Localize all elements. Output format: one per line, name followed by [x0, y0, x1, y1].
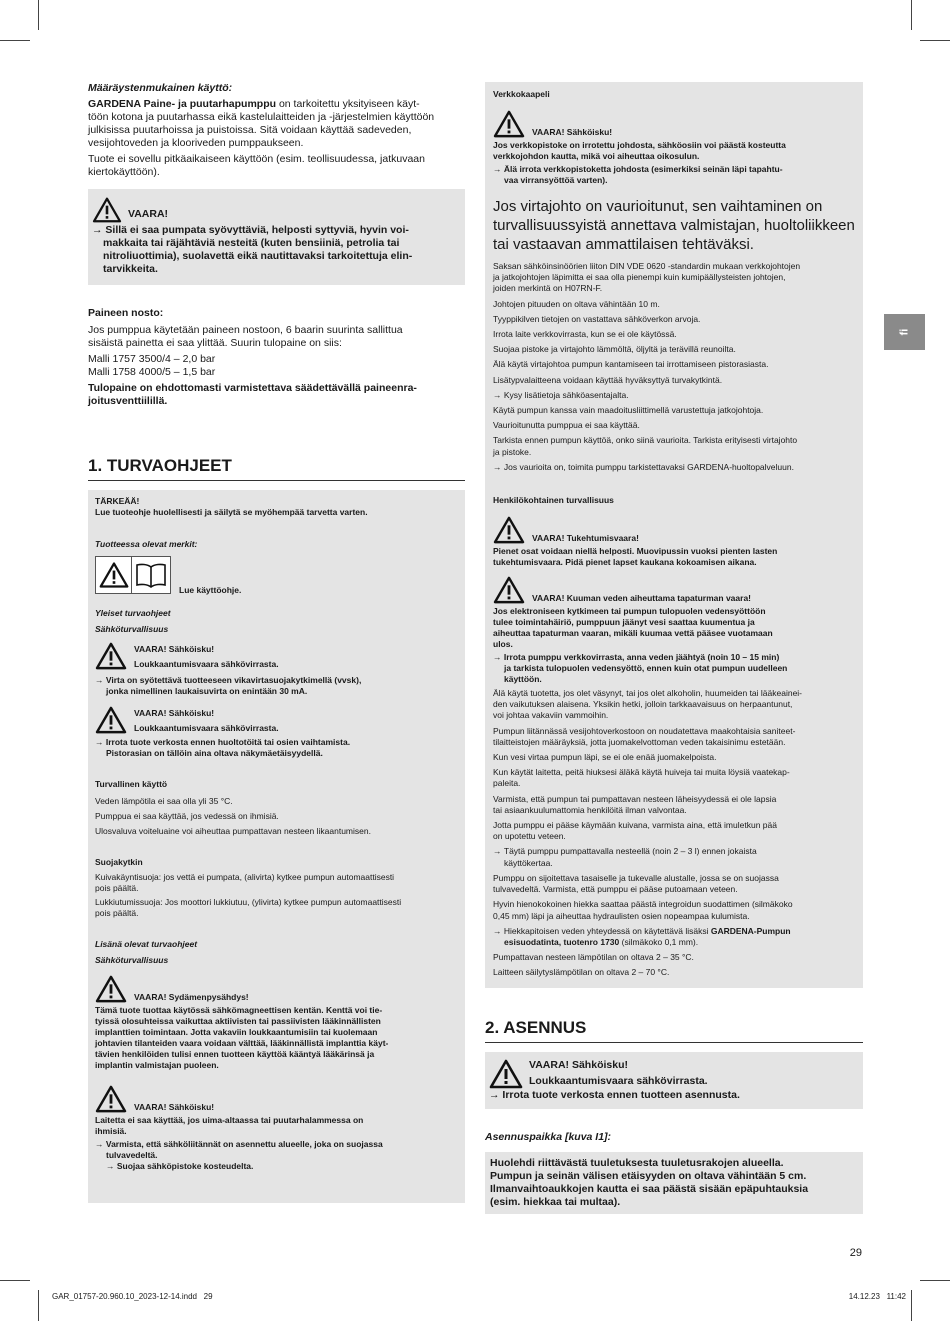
crop-mark: [0, 40, 30, 41]
hot-water-warning-text: Jos elektroniseen kytkimeen tai pumpun tulopuolen vedensyöttöön tulee toimintahäiriö, pumppuun jäänyt vesi saattaa kuumentua ja aiheuttaa tapaturman vaaran, mikäli kuumaa vettä pääsee vuotamaan ulos.: [493, 606, 773, 650]
cable-rule: Tyyppikilven tietojen on vastattava sähköverkon arvoja.: [493, 313, 701, 324]
crop-mark: [38, 1290, 39, 1321]
cable-rule: Vaurioitunutta pumppua ei saa käyttää.: [493, 420, 640, 431]
hot-water-warning-action: → Irrota pumppu verkkovirrasta, anna veden jäähtyä (noin 10 – 15 min) ja tarkista tulopuolen vedensyöttö, ennen kuin otat pumpun uudelleen käyttöön.: [493, 652, 856, 685]
cable-rule: Irrota laite verkkovirrasta, kun se ei ole käytössä.: [493, 329, 677, 340]
cable-box: [485, 82, 863, 988]
safe-use-list: Veden lämpötila ei saa olla yli 35 °C. Pumppua ei saa käyttää, jos vedessä on ihmisiä. Ulosvaluva voiteluaine voi aiheuttaa pumpattavan nesteen likaantumisen.: [95, 796, 371, 836]
warning-symbol: [96, 557, 132, 593]
warning-icon: [92, 197, 122, 223]
page-number: 29: [849, 1247, 862, 1259]
cable-rule: → Kysy lisätietoja sähköasentajalta.: [493, 390, 856, 401]
install-warning-action: → Irrota tuote verkosta ennen tuotteen asennusta.: [489, 1089, 855, 1102]
warning-3-title: VAARA! Sydämenpysähdys!: [134, 992, 249, 1002]
important-label: TÄRKEÄÄ!: [95, 496, 140, 506]
install-warning-box: [485, 1052, 863, 1109]
right-column: [485, 82, 863, 1214]
cable-replacement-note: Jos virtajohto on vaurioitunut, sen vaihtaminen on turvallisuussyistä annettava valmistajan, huoltoliikkeen tai vastaavan ammattilaisen tehtäväksi.: [493, 198, 855, 253]
cable-rule: Lisätурvalaitteena voidaan käyttää hyväksyttyä turvakytkintä.: [493, 374, 723, 385]
section-2-title: 2. ASENNUS: [485, 1018, 863, 1043]
language-tab: [884, 314, 925, 350]
warning-4: [95, 1085, 457, 1113]
pressure-text: Jos pumppua käytetään paineen nostoon, 6 baarin suurinta sallittua sisäistä painetta ei saa ylittää. Suurin tulopaine on siis:: [88, 324, 403, 349]
hot-water-warning: [493, 576, 856, 604]
personal-rule: Pumppu on sijoitettava tasaiselle ja tukevalle alustalle, jossa se on suojassa tulvavedeltä. Varmista, että pumppu ei pääse putoamaan veteen.: [493, 872, 779, 895]
warning-2-text: VAARA! Sähköisku! Loukkaantumisvaara sähkövirrasta.: [134, 708, 279, 733]
warning-2: [95, 706, 457, 736]
personal-rule: Hyvin hienokokoinen hiekka saattaa päästä integroidun suodattimen (silmäkoko 0,45 mm) läpi ja aiheuttaa hydraulisten osien nopeampaa kulumista.: [493, 899, 793, 921]
book-icon: [135, 562, 167, 588]
danger-text: → Sillä ei saa pumpata syövyttäviä, helposti syttyviä, hyvin voi- makkaita tai räjähtäviä nesteitä (kuten bensiiniä, petrolia tai nitroliuottimia), suolavettä eikä nautittavaksi tarkoitettuja elin- tarvikkeita.: [92, 224, 459, 276]
personal-rule: Jotta pumppu ei pääse käymään kuivana, varmista aina, että imuletkun pää on upotettu veteen.: [493, 820, 777, 842]
danger-box: [88, 189, 465, 285]
footer-right: 14.12.23 11:42: [848, 1292, 906, 1301]
location-box: [485, 1152, 863, 1214]
manual-symbol: [132, 557, 170, 593]
crop-mark: [911, 0, 912, 30]
crop-mark: [0, 1280, 30, 1281]
extra-heading: Lisänä olevat turvaohjeet: [95, 939, 198, 949]
cable-warning-title: VAARA! Sähköisku!: [532, 127, 613, 137]
danger-box-title-row: [92, 197, 459, 223]
intended-use-section: [88, 82, 465, 179]
cable-rule: Älä käytä virtajohtoa pumpun kantamiseen tai irrottamiseen pistorasiasta.: [493, 359, 769, 370]
read-manual-label: Lue käyttöohje.: [179, 585, 242, 595]
warning-icon: [489, 1059, 523, 1089]
language-tab-label: fi: [898, 328, 911, 336]
personal-rule: Laitteen säilytyslämpötilan on oltava 2 – 70 °C.: [493, 967, 670, 978]
electric-heading: Sähköturvallisuus: [95, 624, 169, 634]
install-warning-row: [489, 1057, 855, 1089]
symbols-heading: Tuotteessa olevat merkit:: [95, 539, 198, 549]
intended-use-paragraph: GARDENA Paine- ja puutarhapumppu on tarkoitettu yksityiseen käyt- töön kotona ja puutarhassa eikä kastelulaitteiden ja -järjestelmien käyttöön julkisissa puutarhoissa ja puistoissa. Sitä voidaan käyttää sadeveden, vesijohtoveden ja klooriveden pumppaukseen.: [88, 98, 435, 149]
safe-use-heading: Turvallinen käyttö: [95, 779, 168, 789]
warning-icon: [95, 706, 127, 734]
danger-title: VAARA!: [128, 207, 169, 220]
protect-1: Kuivakäyntisuoja: jos vettä ei pumpata, (alivirta) kytkee pumpun automaattisesti pois päältä.: [95, 872, 395, 893]
protect-2: Lukkiutumissuoja: Jos moottori lukkiutuu, (ylivirta) kytkee pumpun automaattisesti pois päältä.: [95, 897, 402, 918]
personal-rule: Kun käytät laitetta, peitä hiuksesi äläkä käytä huiveja tai muita löysiä vaatekap- paleita.: [493, 767, 790, 789]
pressure-models: [88, 353, 465, 379]
warning-icon: [99, 561, 129, 589]
choke-warning-text: Pienet osat voidaan niellä helposti. Muovipussin vuoksi pienten lasten tukehtumisvaara. Pidä pienet lapset kaukana kokoamisen aikana.: [493, 546, 778, 568]
general-heading: Yleiset turvaohjeet: [95, 608, 171, 618]
warning-2-action: → Irrota tuote verkosta ennen huoltotöitä tai osien vaihtamista. Pistorasian on tällöin aina oltava näkymäetäisyydellä.: [95, 737, 457, 759]
warning-icon: [493, 110, 525, 138]
cable-rules: [493, 261, 856, 473]
intended-use-note: Tuote ei sovellu pitkäaikaiseen käyttöön (esim. teollisuudessa, jatkuvaan kiertokäyttöön).: [88, 153, 425, 178]
left-column: [88, 82, 465, 1203]
important-text: Lue tuoteohje huolellisesti ja säilytä se myöhempää tarvetta varten.: [95, 507, 368, 517]
personal-rule: Pumpun liitännässä vesijohtoverkostoon on noudatettava maakohtaisia saniteet- tilaitteistojen määräyksiä, jotta juomakelvottoman veden takaisinimu estetään.: [493, 725, 796, 747]
warning-icon: [95, 975, 127, 1003]
warning-1-action: → Virta on syötettävä tuotteeseen vikavirtasuojakytkimellä (vvsk), jonka nimellinen laukaisuvirta on enintään 30 mA.: [95, 675, 457, 697]
product-name: GARDENA Paine- ja puutarhapumppu: [88, 98, 277, 110]
cable-rule: Suojaa pistoke ja virtajohto lämmöltä, öljyltä ja terävillä reunoilta.: [493, 344, 736, 355]
choke-warning: [493, 516, 856, 544]
symbols-row: [95, 556, 457, 594]
warning-icon: [493, 576, 525, 604]
choke-warning-title: VAARA! Tukehtumisvaara!: [532, 533, 639, 544]
crop-mark: [38, 0, 39, 30]
warning-3-text: Tämä tuote tuottaa käytössä sähkömagneettisen kentän. Kenttä voi tie- tyissä olosuhteissa vaikuttaa aktiivisten tai passiivisten lääkinnällisten implanttien toimintaan. Jotta vakaviin loukkaantumisiin tai kuolemaan johtavien tilanteiden vaara voidaan välttää, lääkinnällistä implanttia käyt- tävien henkilöiden tulisi ennen tuotteen käyttöä kääntyä lääkärinsä ja implantin valmistajan puoleen.: [95, 1005, 389, 1070]
cable-rule: Käytä pumpun kanssa vain maadoitusliittimellä varustettuja jatkojohtoja.: [493, 405, 764, 416]
pressure-heading: Paineen nosto:: [88, 307, 164, 319]
cable-heading: Verkkokaapeli: [493, 89, 550, 99]
install-warning-text: VAARA! Sähköisku! Loukkaantumisvaara sähkövirrasta.: [529, 1059, 708, 1087]
personal-rules: [493, 688, 856, 978]
hot-water-warning-title: VAARA! Kuuman veden aiheuttama tapaturman vaara!: [532, 593, 752, 604]
cable-rule: → Jos vaurioita on, toimita pumppu tarkistettavaksi GARDENA-huoltopalveluun.: [493, 462, 856, 473]
pressure-section: [88, 307, 465, 408]
section-1-title: 1. TURVAOHJEET: [88, 456, 465, 481]
intended-use-heading: Määräystenmukainen käyttö:: [88, 82, 233, 94]
warning-1-text: VAARA! Sähköisku! Loukkaantumisvaara sähkövirrasta.: [134, 644, 279, 669]
model-1758: Malli 1758 4000/5 – 1,5 bar: [88, 366, 216, 378]
personal-rule: Varmista, että pumpun tai pumpattavan nesteen läheisyydessä ei ole lapsia tai asiaankuulumattomia henkilöitä ilman valvontaa.: [493, 793, 777, 815]
personal-rule: Kun vesi virtaa pumpun läpi, se ei ole enää juomakelpoista.: [493, 752, 717, 763]
warning-icon: [95, 1085, 127, 1113]
model-1757: Malli 1757 3500/4 – 2,0 bar: [88, 353, 216, 365]
warning-icon: [95, 642, 127, 670]
crop-mark: [920, 1280, 950, 1281]
cable-warning: [493, 110, 856, 138]
cable-rule: Saksan sähköinsinöörien liiton DIN VDE 0620 -standardin mukaan verkkojohtojen ja jatkojohtojen läpimitta ei saa olla pienempi kuin kumipäällysteisten johtojen, joiden merkintä on H07RN-F.: [493, 261, 801, 294]
cable-warning-action: → Älä irrota verkkopistoketta johdosta (esimerkiksi seinän läpi tapahtu- vaa virransyöttöä varten).: [493, 164, 856, 186]
crop-mark: [920, 40, 950, 41]
extra-electric-heading: Sähköturvallisuus: [95, 955, 169, 965]
personal-rule: → Täytä pumppu pumpattavalla nesteellä (noin 2 – 3 l) ennen jokaista käyttökertaa.: [493, 846, 856, 868]
personal-heading: Henkilökohtainen turvallisuus: [493, 495, 614, 506]
safety-box: [88, 490, 465, 1203]
symbols-frame: [95, 556, 171, 594]
warning-icon: [493, 516, 525, 544]
protect-heading: Suojakytkin: [95, 857, 143, 867]
cable-warning-text: Jos verkkopistoke on irrotettu johdosta, sähköosiin voi päästä kosteutta verkkojohdon kautta, mikä voi aiheuttaa oikosulun.: [493, 140, 786, 161]
location-text: Huolehdi riittävästä tuuletuksesta tuuletusrakojen alueella. Pumpun ja seinän välisen etäisyyden on oltava vähintään 5 cm. Ilmanvaihtoaukkojen kautta ei saa päästä sisään epäpuhtauksia (esim. hiekkaa tai multaa).: [490, 1157, 809, 1208]
warning-4-title: VAARA! Sähköisku!: [134, 1102, 215, 1112]
warning-4-text: Laitetta ei saa käyttää, jos uima-altaassa tai puutarhalammessa on ihmisiä.: [95, 1115, 364, 1136]
crop-mark: [911, 1290, 912, 1321]
cable-rule: Johtojen pituuden on oltava vähintään 10 m.: [493, 298, 660, 309]
warning-3: [95, 975, 457, 1003]
personal-rule: Älä käytä tuotetta, jos olet väsynyt, tai jos olet alkoholin, huumeiden tai lääkeainei- den vaikutuksen alaisena. Yksikin hetki, jolloin tarkkaavaisuus on herpaantunut, voi johtaa vakaviin vammoihin.: [493, 688, 803, 721]
warning-4-actions: → Varmista, että sähköliitännät on asennettu alueelle, joka on suojassa tulvavedeltä. → Suojaa sähköpistoke kosteudelta.: [95, 1139, 457, 1172]
personal-rule: → Hiekkapitoisen veden yhteydessä on käytettävä lisäksi GARDENA-Pumpun esisuodatinta, tuotenro 1730 (silmäkoko 0,1 mm).: [493, 926, 856, 948]
footer-left: GAR_01757-20.960.10_2023-12-14.indd 29: [52, 1292, 213, 1301]
location-heading: Asennuspaikka [kuva I1]:: [485, 1131, 612, 1143]
cable-rule: Tarkista ennen pumpun käyttöä, onko siinä vaurioita. Tarkista erityisesti virtajohto ja pistoke.: [493, 435, 798, 457]
warning-1: [95, 642, 457, 672]
personal-rule: Pumpattavan nesteen lämpötilan on oltava 2 – 35 °C.: [493, 952, 694, 963]
pressure-note: Tulopaine on ehdottomasti varmistettava säädettävällä paineenra- joitusventtiilillä.: [88, 382, 417, 407]
